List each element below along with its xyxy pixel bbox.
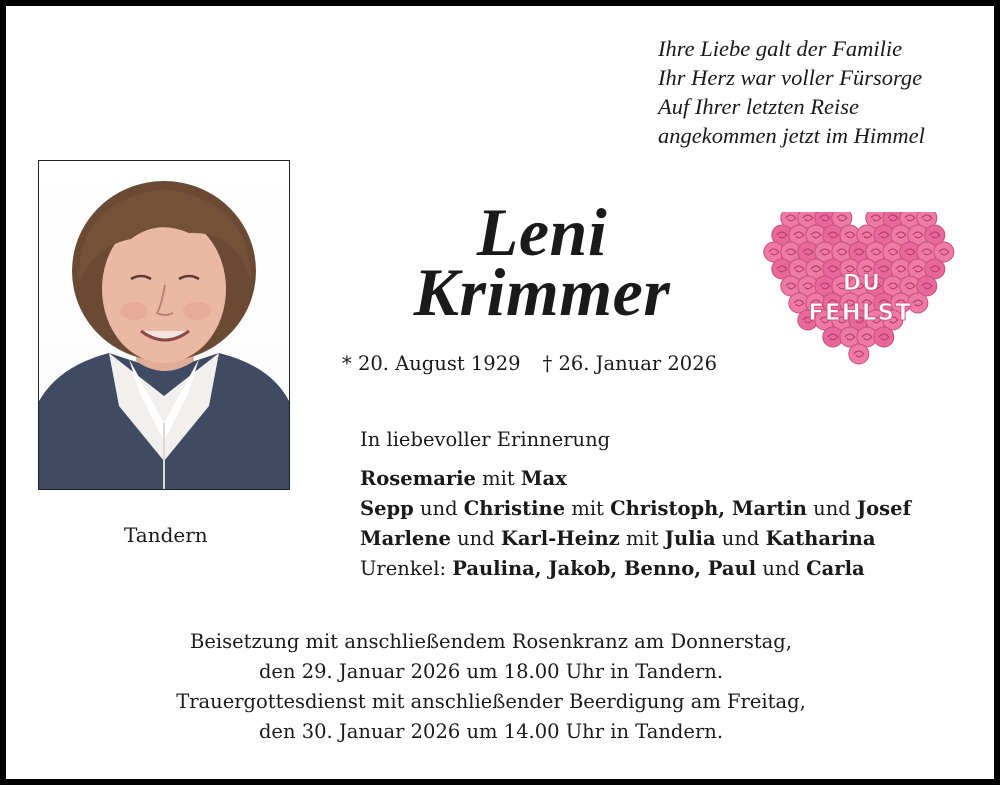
heart-text-du: DU — [842, 271, 882, 296]
funeral-line: den 30. Januar 2026 um 14.00 Uhr in Tandern. — [258, 720, 724, 743]
mourner-line — [360, 524, 911, 554]
funeral-line: Trauergottesdienst mit anschließender Beerdigung am Freitag, — [176, 690, 806, 713]
deceased-name — [382, 194, 702, 330]
life-dates — [342, 352, 717, 375]
funeral-line: den 29. Januar 2026 um 18.00 Uhr in Tandern. — [258, 660, 724, 683]
funeral-line: Beisetzung mit anschließendem Rosenkranz am Donnerstag, — [190, 630, 792, 653]
place-label: Tandern — [124, 523, 208, 547]
rose — [874, 327, 894, 347]
mourner-connector: und — [450, 527, 501, 550]
portrait-photo — [38, 160, 290, 490]
mourner-line — [360, 464, 911, 494]
mourner-name: Marlene — [360, 527, 451, 550]
funeral-info — [106, 627, 876, 747]
mourner-connector: Urenkel: — [360, 557, 453, 580]
mourner-name: Christine — [463, 497, 566, 520]
mourners-list — [360, 464, 911, 584]
rose — [849, 344, 869, 364]
heart-text-fehlst: FEHLST — [808, 300, 912, 326]
mourner-connector: und — [715, 527, 766, 550]
mourner-name: Sepp — [360, 497, 414, 520]
mourner-connector: und — [806, 497, 857, 520]
poem — [658, 34, 925, 150]
mourner-line — [360, 494, 911, 524]
mourner-name: Karl-Heinz — [500, 527, 620, 550]
mourner-name: Rosemarie — [360, 467, 476, 490]
mourner-name: Julia — [664, 527, 716, 550]
last-name: Krimmer — [413, 254, 671, 330]
mourner-name: Paulina, Jakob, Benno, Paul — [452, 557, 757, 580]
poem-line: Auf Ihrer letzten Reise — [658, 94, 859, 119]
mourner-connector: und — [413, 497, 464, 520]
poem-line: Ihre Liebe galt der Familie — [658, 36, 903, 61]
mourner-connector: mit — [565, 497, 611, 520]
mourner-name: Carla — [806, 557, 865, 580]
poem-line: Ihr Herz war voller Fürsorge — [658, 65, 923, 90]
mourner-name: Max — [520, 467, 567, 490]
mourners-intro: In liebevoller Erinnerung — [360, 428, 611, 451]
mourner-name: Josef — [856, 497, 911, 520]
mourner-connector: und — [756, 557, 807, 580]
mourner-connector: mit — [619, 527, 665, 550]
birth-date: * 20. August 1929 — [342, 352, 521, 375]
mourner-name: Christoph, Martin — [610, 497, 807, 520]
rose-heart-image — [750, 212, 966, 402]
poem-line: angekommen jetzt im Himmel — [658, 123, 925, 148]
mourner-line — [360, 554, 911, 584]
mourner-connector: mit — [475, 467, 521, 490]
death-date: † 26. Januar 2026 — [542, 352, 718, 375]
first-name: Leni — [476, 194, 608, 270]
mourner-name: Katharina — [765, 527, 876, 550]
